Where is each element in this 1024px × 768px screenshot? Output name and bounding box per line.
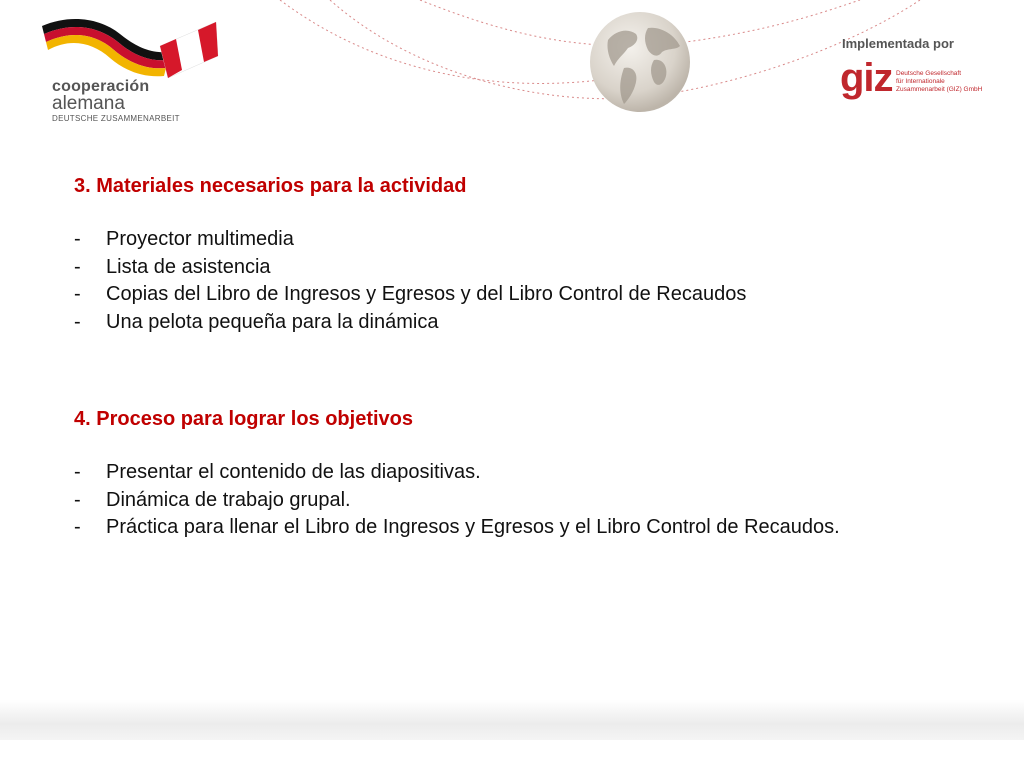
list-item-text: Una pelota pequeña para la dinámica: [106, 310, 439, 333]
list-item: [74, 309, 974, 337]
list-item: [74, 514, 974, 542]
list-item-text: Presentar el contenido de las diapositivas.: [106, 461, 481, 483]
german-peruvian-flag-icon: [40, 14, 220, 80]
giz-wordmark: giz: [840, 56, 893, 100]
list-marker: -: [74, 516, 81, 538]
list-marker: -: [74, 488, 81, 511]
cooperacion-alemana-logo: [40, 14, 240, 124]
giz-subtitle: [896, 70, 996, 94]
footer-band: [0, 700, 1024, 740]
materials-list: [74, 226, 974, 336]
list-marker: -: [74, 228, 81, 250]
giz-subtitle-line: für Internationale: [896, 78, 945, 85]
section-title: 3. Materiales necesarios para la actividad: [74, 175, 467, 197]
logo-text-cooperacion: cooperación: [52, 78, 150, 95]
section-process: [74, 405, 974, 542]
list-item-text: Lista de asistencia: [106, 255, 271, 278]
globe-icon: [588, 10, 692, 114]
implemented-by-label: Implementada por: [842, 36, 954, 51]
list-item: [74, 459, 974, 487]
giz-subtitle-line: Zusammenarbeit (GIZ) GmbH: [896, 86, 983, 93]
list-item: [74, 226, 974, 254]
list-marker: -: [74, 283, 81, 305]
giz-logo: [840, 56, 1000, 110]
list-item-text: Práctica para llenar el Libro de Ingresos y Egresos y el Libro Control de Recaudos.: [106, 516, 840, 538]
list-item: [74, 254, 974, 282]
list-item-text: Proyector multimedia: [106, 228, 294, 250]
slide-content: [74, 172, 974, 542]
logo-text-alemana: alemana: [52, 93, 125, 114]
list-marker: -: [74, 310, 81, 333]
list-marker: -: [74, 255, 81, 278]
section-materials: [74, 172, 974, 336]
section-title: 4. Proceso para lograr los objetivos: [74, 408, 414, 430]
process-list: [74, 459, 974, 542]
list-item-text: Copias del Libro de Ingresos y Egresos y del Libro Control de Recaudos: [106, 283, 747, 305]
list-item: [74, 487, 974, 515]
list-item-text: Dinámica de trabajo grupal.: [106, 488, 351, 511]
giz-subtitle-line: Deutsche Gesellschaft: [896, 70, 962, 77]
logo-text-deutsche: DEUTSCHE ZUSAMMENARBEIT: [52, 114, 180, 123]
list-marker: -: [74, 461, 81, 483]
list-item: [74, 281, 974, 309]
